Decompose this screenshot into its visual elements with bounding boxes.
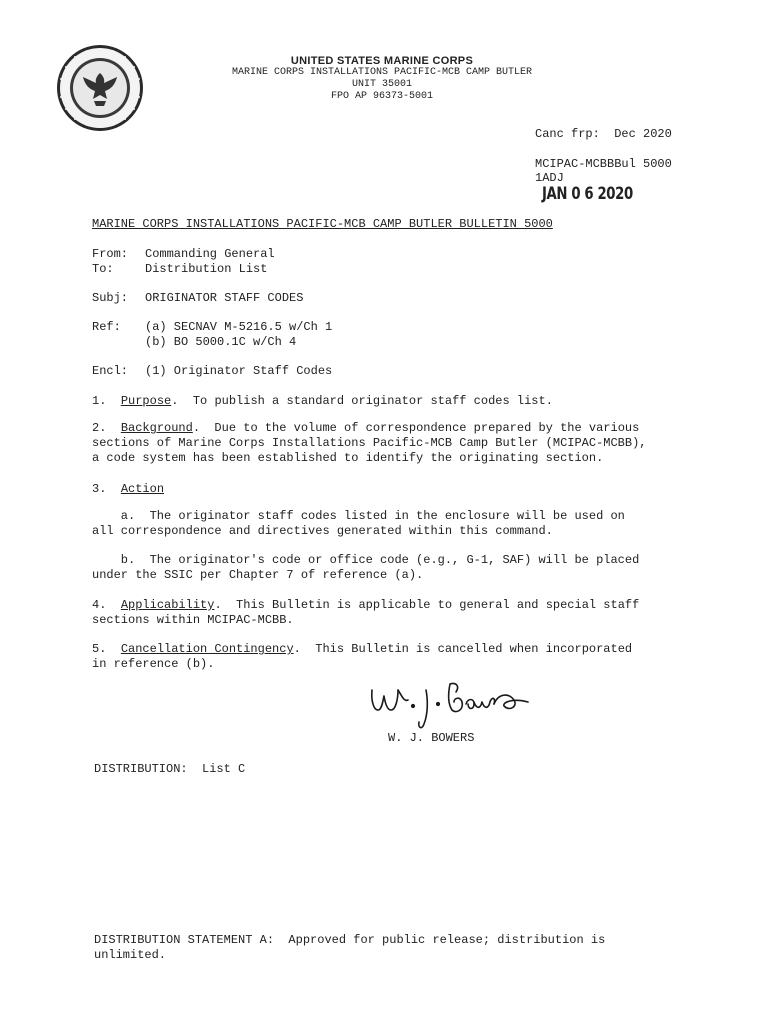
paragraph-3b-line1: b. The originator's code or office code (e.g., G-1, SAF) will be placed [92,553,640,567]
paragraph-4-text-line2: sections within MCIPAC-MCBB. [92,613,294,627]
from-label: From: [92,247,129,261]
paragraph-4-text-line1: . This Bulletin is applicable to general and special staff [214,598,640,612]
paragraph-5-heading: Cancellation Contingency [120,642,294,656]
letterhead-command: MARINE CORPS INSTALLATIONS PACIFIC-MCB CAMP BUTLER [231,67,533,78]
paragraph-3 [92,482,164,497]
bulletin-reference-id: MCIPAC-MCBBBul 5000 [535,157,672,171]
paragraph-2-text-line1: . Due to the volume of correspondence prepared by the various [192,421,640,435]
paragraph-2-number: 2. [92,421,107,435]
reference-b: (b) BO 5000.1C w/Ch 4 [145,335,297,349]
to-value: Distribution List [145,262,268,276]
paragraph-2-text-line3: a code system has been established to identify the originating section. [92,451,604,465]
paragraph-3-heading: Action [120,482,165,496]
paragraph-3-number: 3. [92,482,107,496]
paragraph-1-heading: Purpose [120,394,172,408]
subject-label: Subj: [92,291,129,305]
from-value: Commanding General [145,247,275,261]
letterhead-unit: UNIT 35001 [351,79,412,90]
letterhead-org: UNITED STATES MARINE CORPS [290,55,474,67]
paragraph-5-text-line2: in reference (b). [92,657,215,671]
distribution-statement-line2: unlimited. [94,948,167,962]
paragraph-4-number: 4. [92,598,107,612]
reference-a: (a) SECNAV M-5216.5 w/Ch 1 [145,320,333,334]
paragraph-1-text: . To publish a standard originator staff codes list. [171,394,553,408]
paragraph-3a-line1: a. The originator staff codes listed in the enclosure will be used on [92,509,625,523]
signer-name: W. J. BOWERS [388,731,475,745]
paragraph-3a-line2: all correspondence and directives generated within this command. [92,524,553,538]
date-stamp: JAN 0 6 2020 [542,184,633,204]
letterhead-address: FPO AP 96373-5001 [330,91,434,102]
subject-value: ORIGINATOR STAFF CODES [145,291,304,305]
paragraph-5-number: 5. [92,642,107,656]
paragraph-4 [92,598,639,613]
enclosure-label: Encl: [92,364,129,378]
paragraph-1 [92,394,553,409]
reference-label: Ref: [92,320,121,334]
enclosure-value: (1) Originator Staff Codes [145,364,333,378]
paragraph-5 [92,642,632,657]
paragraph-2-heading: Background [120,421,193,435]
handwritten-signature [368,676,546,732]
paragraph-2 [92,421,639,436]
distribution-statement-line1: DISTRIBUTION STATEMENT A: Approved for public release; distribution is [94,933,606,947]
to-label: To: [92,262,114,276]
paragraph-2-text-line2: sections of Marine Corps Installations Pacific-MCB Camp Butler (MCIPAC-MCBB), [92,436,647,450]
paragraph-3b-line2: under the SSIC per Chapter 7 of reference (a). [92,568,424,582]
distribution-line: DISTRIBUTION: List C [94,762,246,776]
paragraph-4-heading: Applicability [120,598,215,612]
letterhead [230,55,534,103]
department-of-defense-seal [55,43,145,133]
originator-code: 1ADJ [535,171,564,185]
paragraph-5-text-line1: . This Bulletin is cancelled when incorporated [293,642,633,656]
bulletin-title: MARINE CORPS INSTALLATIONS PACIFIC-MCB CAMP BUTLER BULLETIN 5000 [92,217,553,231]
paragraph-1-number: 1. [92,394,107,408]
cancellation-date: Canc frp: Dec 2020 [535,127,672,141]
